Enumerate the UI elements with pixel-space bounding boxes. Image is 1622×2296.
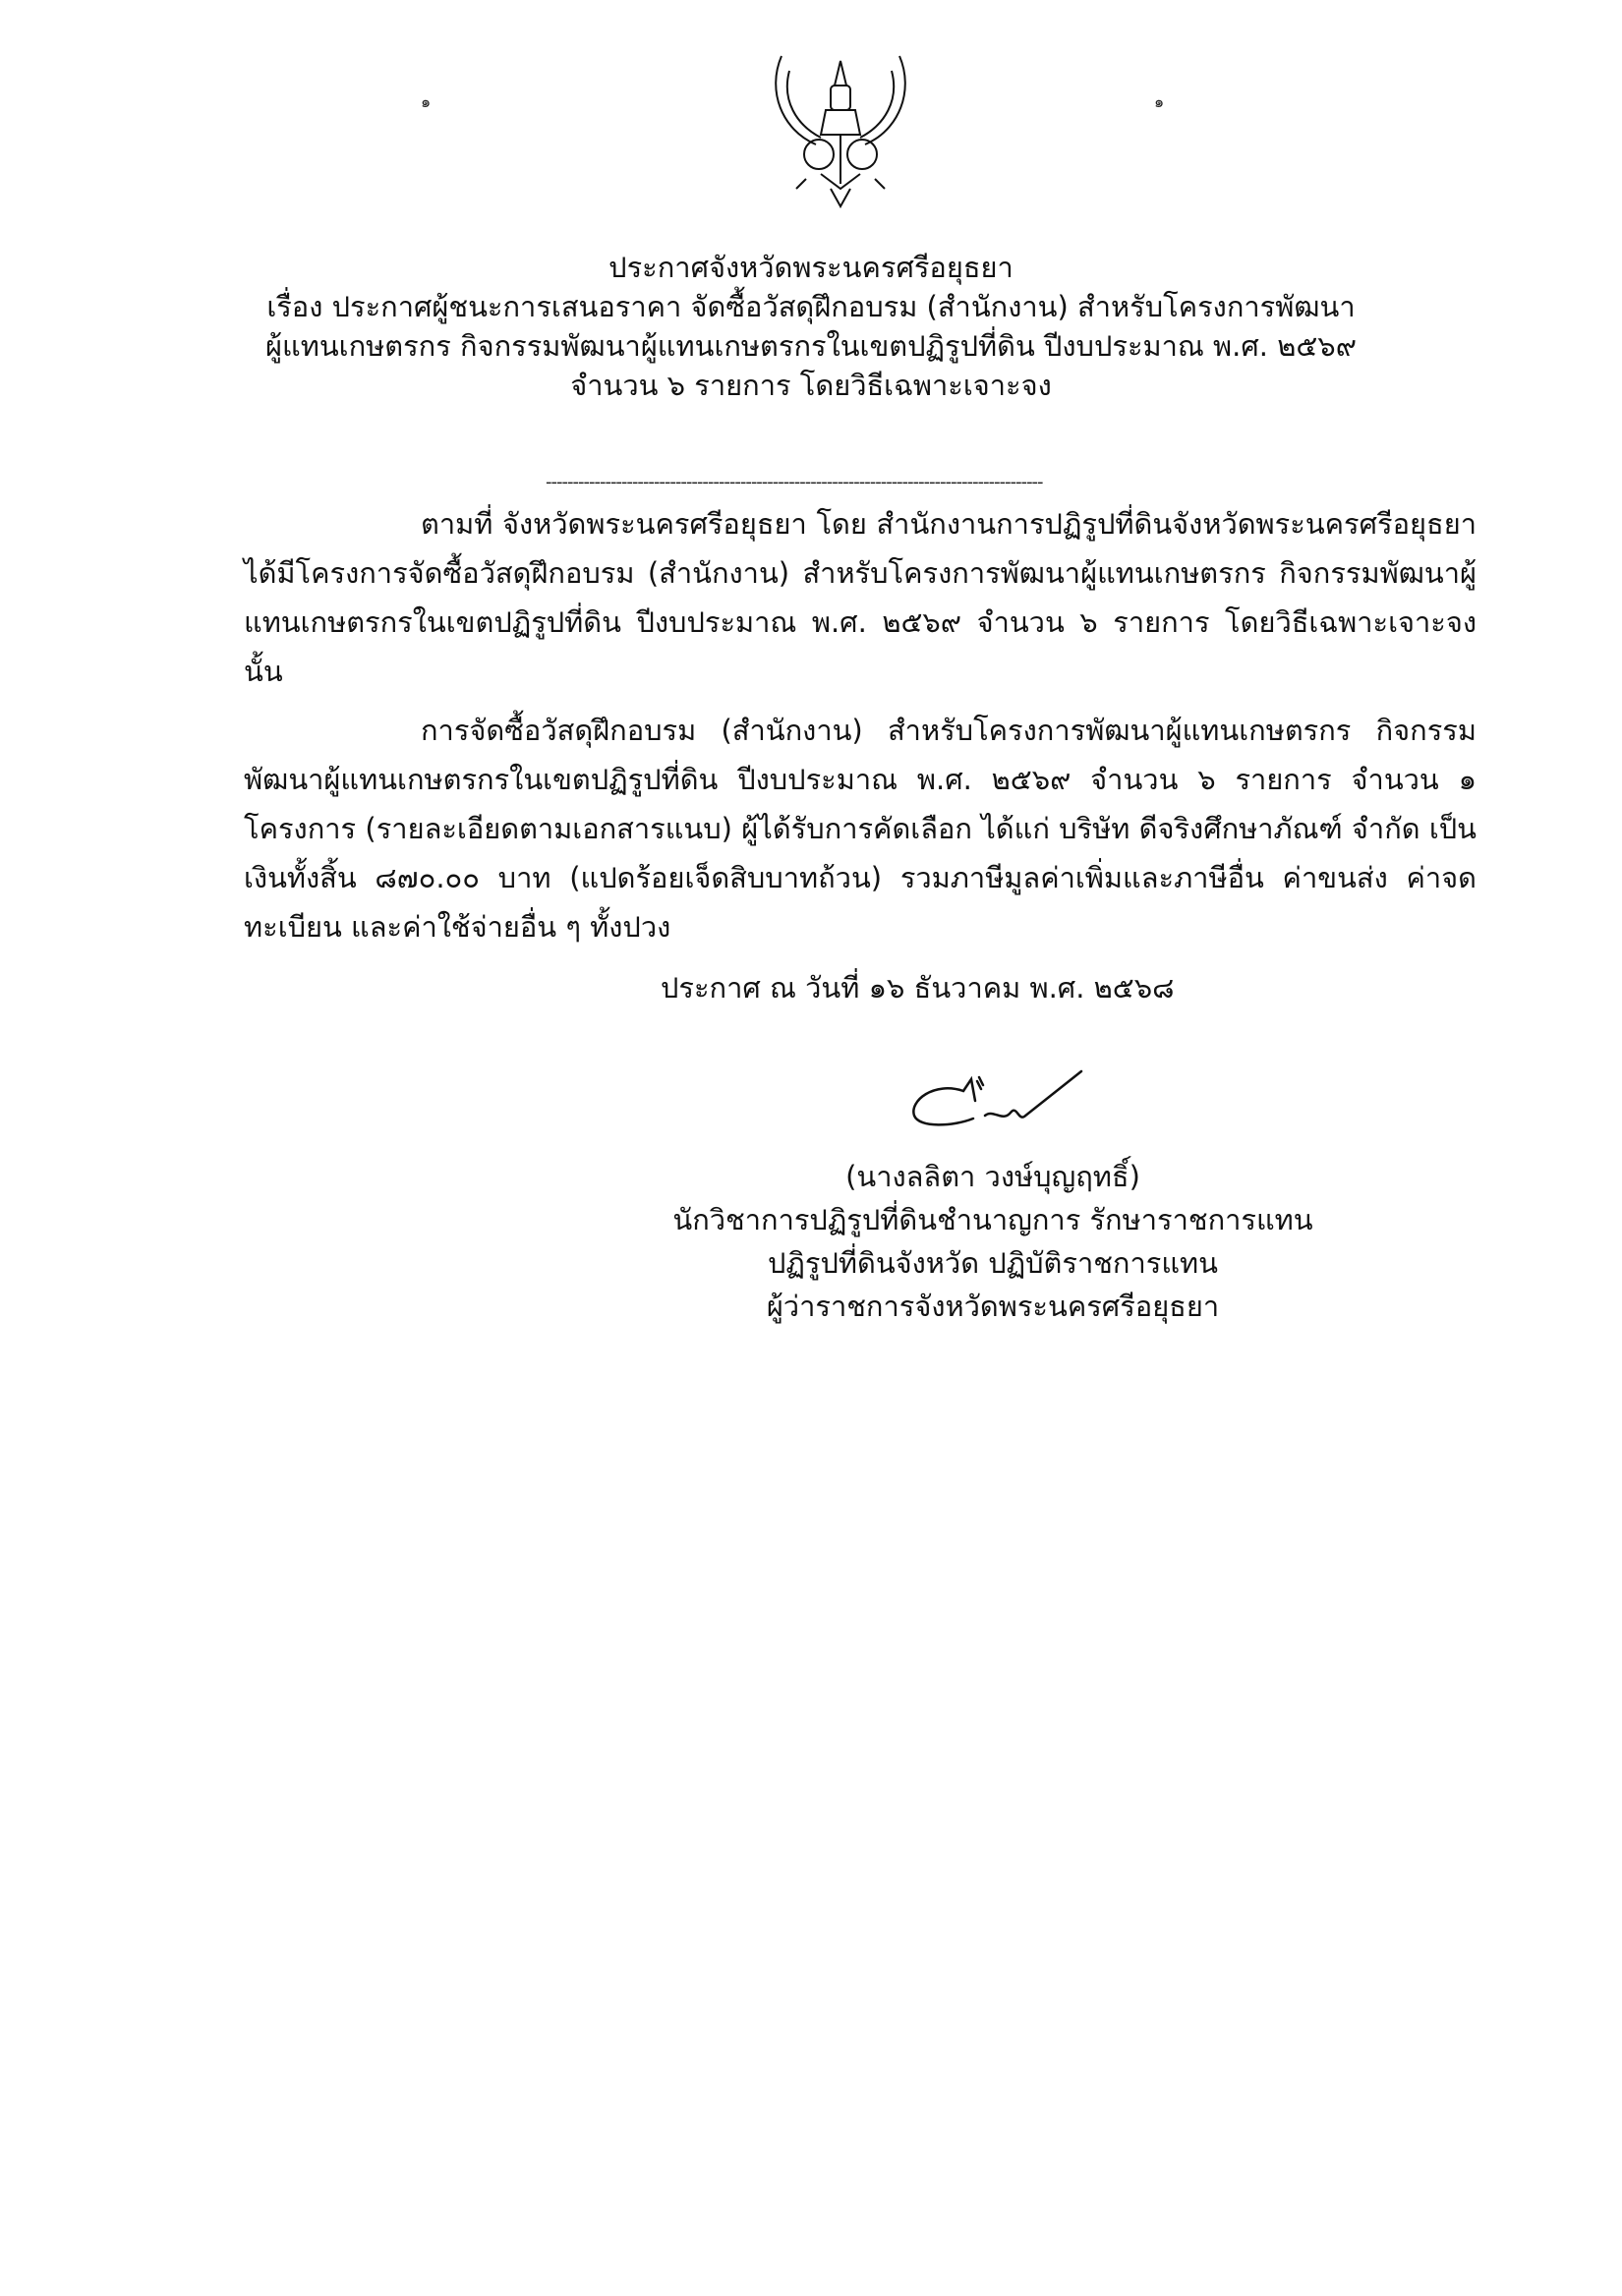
page-mark-right: ๑ bbox=[1154, 92, 1165, 111]
body-paragraph-1 bbox=[244, 499, 1477, 696]
signer-position-1: นักวิชาการปฏิรูปที่ดินชำนาญการ รักษาราชการแทน bbox=[672, 1203, 1313, 1236]
signer-name: (นางลลิตา วงษ์บุญฤทธิ์) bbox=[845, 1160, 1140, 1193]
title-line-4: จำนวน ๖ รายการ โดยวิธีเฉพาะเจาะจง bbox=[570, 369, 1052, 402]
title-line-3: ผู้แทนเกษตรกร กิจกรรมพัฒนาผู้แทนเกษตรกรในเขตปฏิรูปที่ดิน ปีงบประมาณ พ.ศ. ๒๕๖๙ bbox=[265, 329, 1357, 363]
garuda-emblem-icon bbox=[762, 51, 919, 208]
signer-block bbox=[590, 1155, 1396, 1328]
announcement-title bbox=[0, 248, 1622, 405]
paragraph-2-text: การจัดซื้อวัสดุฝึกอบรม (สำนักงาน) สำหรับโครงการพัฒนาผู้แทนเกษตรกร กิจกรรมพัฒนาผู้แทนเกษตรกรในเขตปฏิรูปที่ดิน ปีงบประมาณ พ.ศ. ๒๕๖๙ จำนวน ๖ รายการ จำนวน ๑ โครงการ (รายละเอียดตามเอกสารแนบ) ผู้ได้รับการคัดเลือก ได้แก่ บริษัท ดีจริงศึกษาภัณฑ์ จำกัด เป็นเงินทั้งสิ้น ๘๗๐.๐๐ บาท (แปดร้อยเจ็ดสิบบาทถ้วน) รวมภาษีมูลค่าเพิ่มและภาษีอื่น ค่าขนส่ง ค่าจดทะเบียน และค่าใช้จ่ายอื่น ๆ ทั้งปวง bbox=[244, 714, 1477, 944]
title-line-1: ประกาศจังหวัดพระนครศรีอยุธยา bbox=[608, 251, 1014, 284]
body-paragraph-2 bbox=[244, 706, 1477, 951]
page-mark-left: ๑ bbox=[421, 92, 432, 111]
paragraph-1-text: ตามที่ จังหวัดพระนครศรีอยุธยา โดย สำนักงานการปฏิรูปที่ดินจังหวัดพระนครศรีอยุธยา ได้มีโครงการจัดซื้อวัสดุฝึกอบรม (สำนักงาน) สำหรับโครงการพัฒนาผู้แทนเกษตรกร กิจกรรมพัฒนาผู้แทนเกษตรกรในเขตปฏิรูปที่ดิน ปีงบประมาณ พ.ศ. ๒๕๖๙ จำนวน ๖ รายการ โดยวิธีเฉพาะเจาะจง นั้น bbox=[244, 507, 1477, 688]
handwritten-signature-icon bbox=[895, 1062, 1111, 1140]
title-divider: -------------------------------------------------------------------------------------------- bbox=[546, 472, 1043, 492]
announcement-date: ประกาศ ณ วันที่ ๑๖ ธันวาคม พ.ศ. ๒๕๖๘ bbox=[661, 971, 1175, 1004]
title-line-2: เรื่อง ประกาศผู้ชนะการเสนอราคา จัดซื้อวัสดุฝึกอบรม (สำนักงาน) สำหรับโครงการพัฒนา bbox=[266, 290, 1356, 323]
signer-position-2: ปฏิรูปที่ดินจังหวัด ปฏิบัติราชการแทน bbox=[768, 1246, 1218, 1280]
signer-position-3: ผู้ว่าราชการจังหวัดพระนครศรีอยุธยา bbox=[766, 1290, 1220, 1323]
